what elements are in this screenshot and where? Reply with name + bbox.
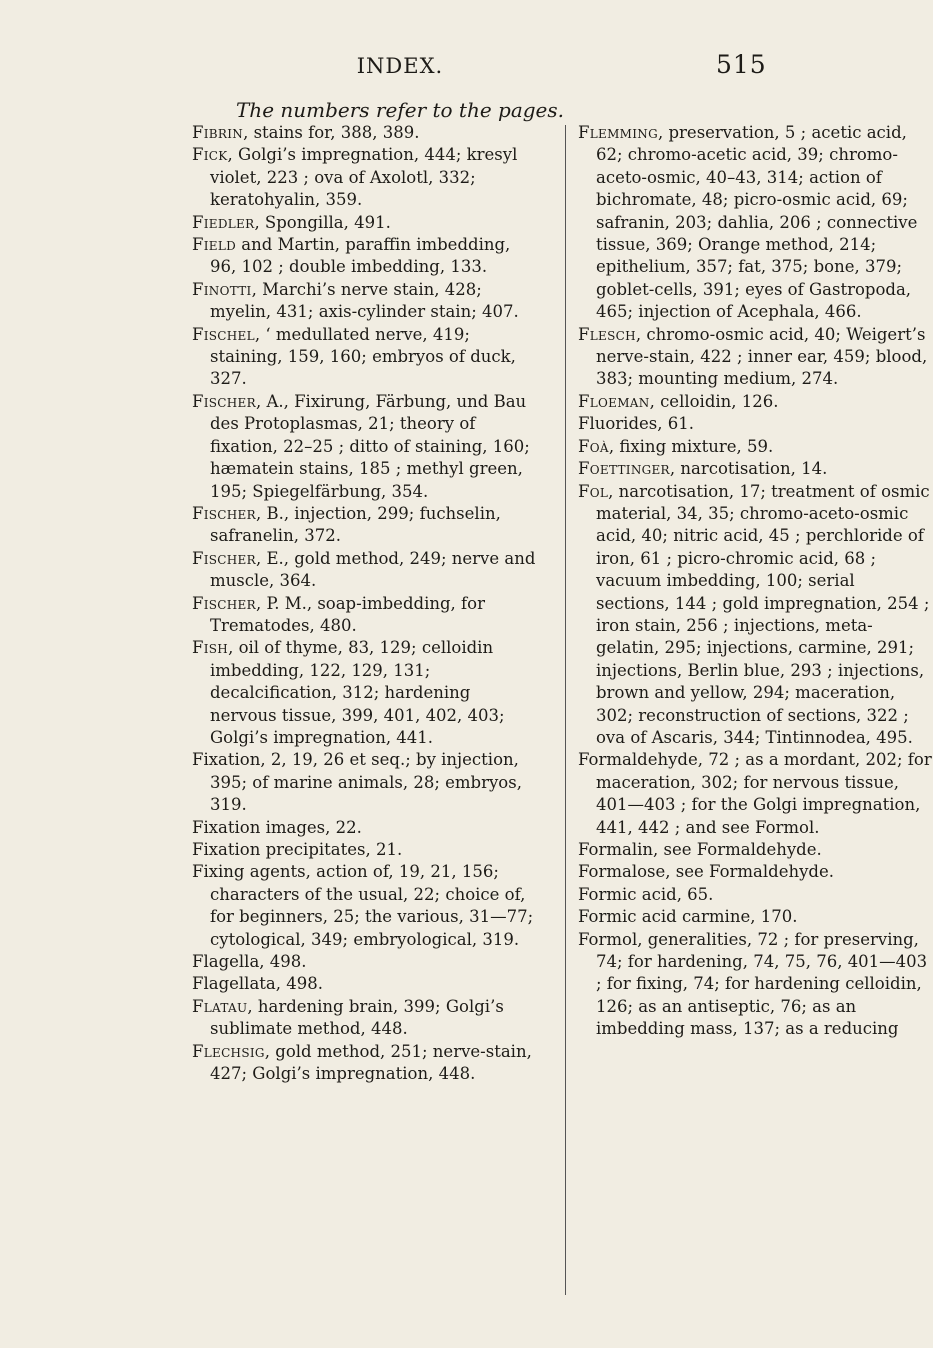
index-entry-text: Formic acid, 65. bbox=[578, 884, 714, 904]
index-entry-text: , celloidin, 126. bbox=[649, 391, 779, 411]
index-entry-name: Fiedler bbox=[192, 212, 255, 232]
index-entry-name: Fischer bbox=[192, 593, 256, 613]
index-entry bbox=[578, 929, 933, 1041]
index-entry-name: Flechsig bbox=[192, 1041, 265, 1061]
index-entry bbox=[578, 749, 933, 839]
index-entry bbox=[192, 279, 538, 324]
index-entry bbox=[578, 391, 933, 413]
index-entry bbox=[192, 122, 538, 144]
column-divider bbox=[565, 125, 566, 1295]
index-entry bbox=[578, 324, 933, 391]
index-entry-text: Formaldehyde, 72 ; as a mordant, 202; for maceration, 302; for nervous tissue, 401—403 ; for the Golgi impregnation, 441, 442 ; and see Formol. bbox=[578, 750, 932, 837]
index-entry-text: , A., Fixirung, Färbung, und Bau des Protoplasmas, 21; theory of fixation, 22–25 ; ditto of staining, 160; hæmatein stains, 185 ; methyl green, 195; Spiegelfärbung, 354. bbox=[210, 391, 530, 501]
index-entry-name: Fischer bbox=[192, 548, 256, 568]
index-entry-name: Fish bbox=[192, 638, 229, 658]
index-entry bbox=[192, 951, 538, 973]
running-head: INDEX. bbox=[356, 54, 444, 78]
index-entry-text: Flagella, 498. bbox=[192, 952, 307, 972]
index-entry-text: Formalin, see Formaldehyde. bbox=[578, 840, 822, 859]
index-entry-text: Fluorides, 61. bbox=[578, 414, 694, 434]
index-entry-text: , preservation, 5 ; acetic acid, 62; chromo-acetic acid, 39; chromo-aceto-osmic, 40–43, 314; action of bichromate, 48; picro-osmic acid, 69; safranin, 203; dahlia, 206 ; connective tissue, 369; Orange method, 214; epithelium, 357; fat, 375; bone, 379; goblet-cells, 391; eyes of Gastropoda, 465; injection of Acephala, 466. bbox=[596, 123, 918, 322]
index-entry-name: Fischel bbox=[192, 324, 255, 344]
index-entry-text: and Martin, paraffin imbedding, 96, 102 ; double imbedding, 133. bbox=[210, 235, 511, 277]
index-entry-text: , E., gold method, 249; nerve and muscle, 364. bbox=[210, 548, 536, 591]
index-entry bbox=[192, 839, 538, 861]
index-entry-text: Fixation precipitates, 21. bbox=[192, 840, 403, 859]
index-entry-name: Fick bbox=[192, 145, 228, 165]
index-entry-text: , gold method, 251; nerve-stain, 427; Golgi’s impregnation, 448. bbox=[210, 1041, 532, 1084]
index-note: The numbers refer to the pages. bbox=[235, 98, 565, 122]
index-entry bbox=[578, 906, 933, 928]
index-entry bbox=[192, 996, 538, 1041]
index-entry bbox=[192, 324, 538, 391]
index-entry-text: , Marchi’s nerve stain, 428; myelin, 431; axis-cylinder stain; 407. bbox=[210, 279, 519, 322]
index-entry-text: Formalose, see Formaldehyde. bbox=[578, 862, 834, 882]
index-entry bbox=[192, 637, 538, 749]
index-entry bbox=[192, 548, 538, 593]
index-entry bbox=[578, 481, 933, 750]
page-number: 515 bbox=[716, 50, 767, 79]
index-entry-text: , stains for, 388, 389. bbox=[243, 123, 420, 142]
index-entry-text: Flagellata, 498. bbox=[192, 974, 323, 994]
index-entry-name: Finotti bbox=[192, 279, 252, 299]
index-entry-text: , narcotisation, 14. bbox=[669, 459, 828, 479]
index-entry bbox=[192, 749, 538, 816]
index-entry bbox=[192, 212, 538, 234]
index-entry-name: Fischer bbox=[192, 503, 256, 523]
index-entry-name: Flesch bbox=[578, 324, 636, 344]
index-entry-text: Formic acid carmine, 170. bbox=[578, 907, 798, 927]
index-entry-text: , P. M., soap-imbedding, for Trematodes, 480. bbox=[210, 593, 485, 635]
index-entry bbox=[192, 503, 538, 548]
index-entry-name: Field bbox=[192, 235, 237, 255]
index-entry-name: Foettinger bbox=[578, 459, 670, 479]
index-entry-name: Flemming bbox=[578, 123, 658, 142]
index-entry-text: Fixation, 2, 19, 26 et seq.; by injection, 395; of marine animals, 28; embryos, 319. bbox=[192, 750, 522, 815]
index-entry bbox=[192, 1041, 538, 1086]
index-entry-text: , chromo-osmic acid, 40; Weigert’s nerve-stain, 422 ; inner ear, 459; blood, 383; mounting medium, 274. bbox=[596, 324, 928, 389]
index-entry bbox=[578, 884, 933, 906]
index-entry-text: , ‘ medullated nerve, 419; staining, 159, 160; embryos of duck, 327. bbox=[210, 324, 516, 389]
index-entry-name: Floeman bbox=[578, 391, 650, 411]
index-entry-name: Fol bbox=[578, 481, 609, 501]
index-entry bbox=[578, 436, 933, 458]
index-column-right bbox=[578, 122, 933, 1041]
index-entry-text: Fixing agents, action of, 19, 21, 156; characters of the usual, 22; choice of, for beginners, 25; the various, 31—77; cytological, 349; embryological, 319. bbox=[192, 862, 534, 949]
index-entry bbox=[192, 593, 538, 638]
index-entry-text: Fixation images, 22. bbox=[192, 817, 362, 837]
index-entry bbox=[192, 817, 538, 839]
index-entry-text: , hardening brain, 399; Golgi’s sublimate method, 448. bbox=[210, 996, 504, 1039]
index-entry bbox=[192, 234, 538, 279]
index-entry bbox=[578, 861, 933, 883]
index-entry-text: , oil of thyme, 83, 129; celloidin imbedding, 122, 129, 131; decalcification, 312; hardening nervous tissue, 399, 401, 402, 403; Golgi’s impregnation, 441. bbox=[210, 638, 505, 747]
index-entry bbox=[192, 391, 538, 503]
index-entry-name: Fibrin bbox=[192, 123, 244, 142]
index-entry bbox=[192, 144, 538, 211]
index-entry-name: Fischer bbox=[192, 391, 256, 411]
index-entry-text: , B., injection, 299; fuchselin, safranelin, 372. bbox=[210, 503, 501, 546]
index-entry-text: Formol, generalities, 72 ; for preserving, 74; for hardening, 74, 75, 76, 401—403 ; for fixing, 74; for hardening celloidin, 126; as an antiseptic, 76; as an imbedding mass, 137; as a reducing bbox=[578, 929, 928, 1039]
index-entry-text: , Golgi’s impregnation, 444; kresyl violet, 223 ; ova of Axolotl, 332; keratohyalin, 359. bbox=[210, 145, 518, 210]
index-entry bbox=[192, 861, 538, 951]
index-entry-text: , fixing mixture, 59. bbox=[608, 436, 774, 456]
index-entry bbox=[578, 122, 933, 324]
index-entry bbox=[578, 839, 933, 861]
index-entry-name: Foà bbox=[578, 436, 609, 456]
index-entry bbox=[578, 458, 933, 480]
index-entry-text: , Spongilla, 491. bbox=[254, 212, 391, 232]
index-entry-name: Flatau bbox=[192, 996, 248, 1016]
index-column-left bbox=[192, 122, 538, 1085]
index-entry bbox=[192, 973, 538, 995]
index-entry bbox=[578, 413, 933, 435]
index-entry-text: , narcotisation, 17; treatment of osmic material, 34, 35; chromo-aceto-osmic acid, 40; nitric acid, 45 ; perchloride of iron, 61 ; picro-chromic acid, 68 ; vacuum imbedding, 100; serial sections, 144 ; gold impregnation, 254 ; iron stain, 256 ; injections, meta-gelatin, 295; injections, carmine, 291; injections, Berlin blue, 293 ; injections, brown and yellow, 294; maceration, 302; reconstruction of sections, 322 ; ova of Ascaris, 344; Tintinnodea, 495. bbox=[596, 481, 930, 747]
